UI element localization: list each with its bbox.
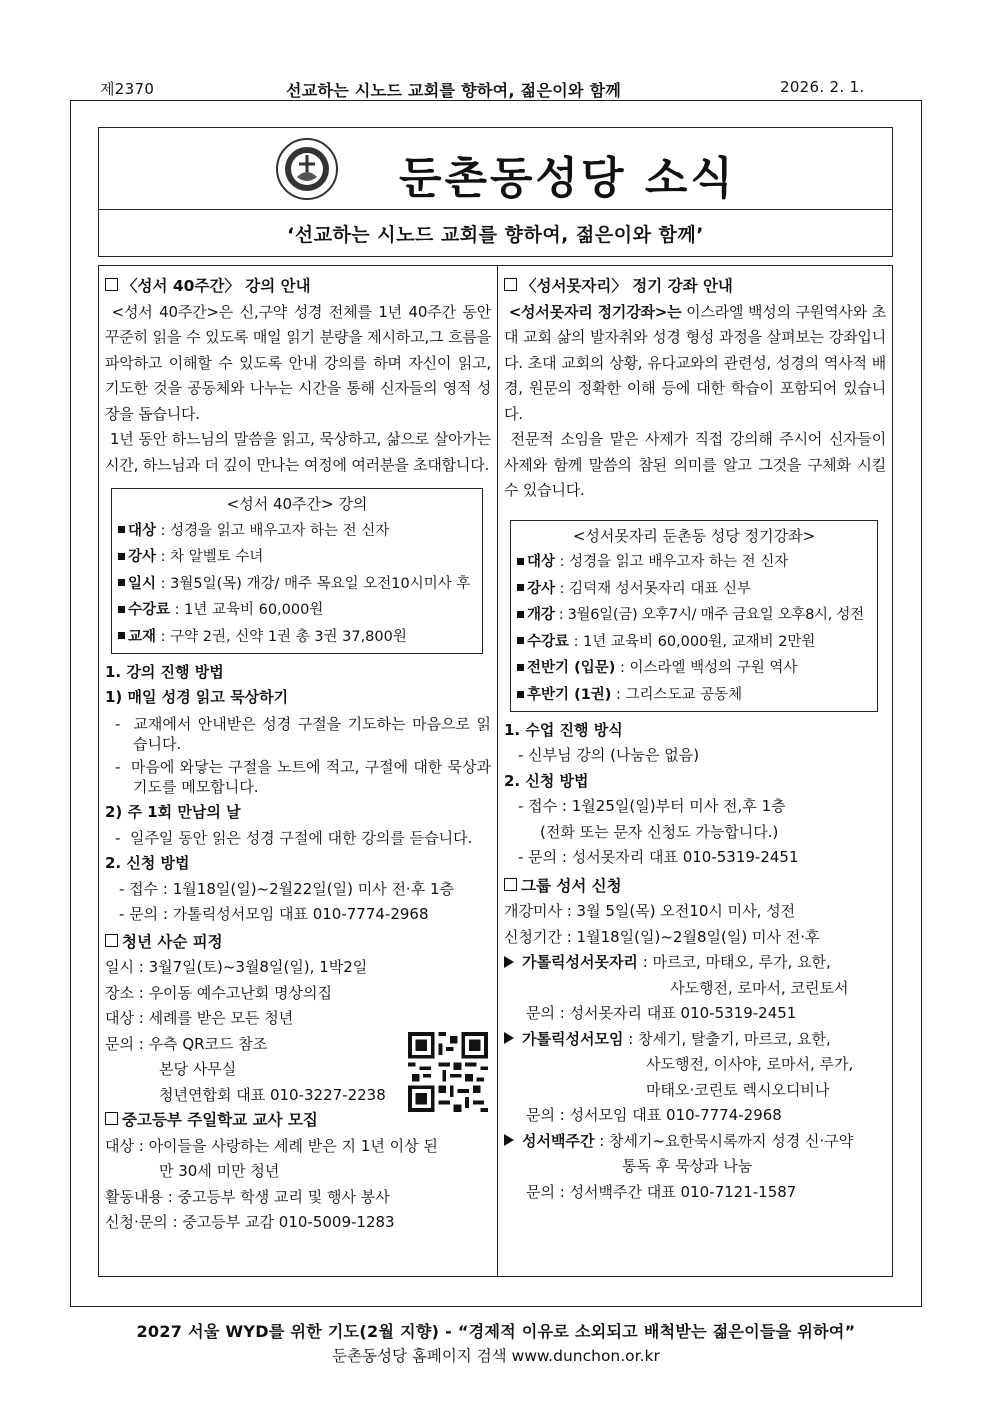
page-title: 둔촌동성당 소식 xyxy=(399,153,736,204)
bible40-method-heading: 1. 강의 진행 방법 xyxy=(105,662,224,681)
youth-line: 문의 : 우측 QR코드 참조 xyxy=(105,1034,268,1053)
group-line: 개강미사 : 3월 5일(목) 오전10시 미사, 성전 xyxy=(504,902,796,921)
info-row: 후반기 (1권) : 그리스도교 공동체 xyxy=(517,682,871,709)
motjari-apply-a: - 접수 : 1월25일(일)부터 미사 전,후 1층 xyxy=(518,797,786,816)
bible40-step1-a: - 교재에서 안내받은 성경 구절을 기도하는 마음으로 읽습니다. xyxy=(115,714,492,753)
group-item: 가톨릭성서모임 : 창세기, 탈출기, 마르코, 요한, xyxy=(504,1027,886,1053)
section-title-bible40: 〈성서 40주간〉 강의 안내 xyxy=(105,274,491,300)
group-item-cont: 통독 후 묵상과 나눔 xyxy=(622,1157,753,1176)
wyd-prayer-line: 2027 서울 WYD를 위한 기도(2월 지향) - “경제적 이유로 소외되고 배척받는 젊은이들을 위하여” xyxy=(136,1322,856,1341)
info-box-title: <성서 40주간> 강의 xyxy=(226,495,368,513)
info-row: 대상 : 성경을 읽고 배우고자 하는 전 신자 xyxy=(118,518,476,545)
issue-date: 2026. 2. 1. xyxy=(780,78,865,96)
section-title-youth: 청년 사순 피정 xyxy=(105,930,491,956)
bible40-intro: <성서 40주간>은 신,구약 성경 전체를 1년 40주간 동안 꾸준히 읽을 수 있도록 매일 읽기 분량을 제시하고,그 흐름을 파악하고 이해할 수 있도록 안내 강의를 하며 자신이 읽고, 기도한 것을 공동체와 나누는 시간을 통해 신자들의 영적 성장을 돕습니다. xyxy=(105,302,491,423)
youth-line: 일시 : 3월7일(토)~3월8일(일), 1박2일 xyxy=(105,958,368,977)
section-title-teacher: 중고등부 주일학교 교사 모집 xyxy=(105,1108,491,1134)
info-row: 일시 : 3월5일(목) 개강/ 매주 목요일 오전10시미사 후 xyxy=(118,571,476,598)
motjari-method-a: - 신부님 강의 (나눔은 없음) xyxy=(518,746,700,765)
bible40-step2-a: - 일주일 동안 읽은 성경 구절에 대한 강의를 듣습니다. xyxy=(115,829,473,848)
group-contact: 문의 : 성서못자리 대표 010-5319-2451 xyxy=(526,1004,797,1023)
bible40-apply-a: - 접수 : 1월18일(일)~2월22일(일) 미사 전·후 1층 xyxy=(119,879,454,898)
teacher-line: 신청·문의 : 중고등부 교감 010-5009-1283 xyxy=(105,1213,395,1232)
youth-line: 장소 : 우이동 예수고난회 명상의집 xyxy=(105,983,332,1002)
bible40-step2-heading: 2) 주 1회 만남의 날 xyxy=(105,802,241,821)
info-row: 개강 : 3월6일(금) 오후7시/ 매주 금요일 오후8시, 성전 xyxy=(517,602,871,629)
group-contact: 문의 : 성서모임 대표 010-7774-2968 xyxy=(526,1106,782,1125)
checkbox-icon xyxy=(105,278,118,291)
triangle-bullet-icon xyxy=(504,1032,514,1044)
info-row: 강사 : 차 알벨토 수녀 xyxy=(118,544,476,571)
page-subtitle: ‘선교하는 시노드 교회를 향하여, 젊은이와 함께’ xyxy=(287,224,704,246)
info-row: 강사 : 김덕재 성서못자리 대표 신부 xyxy=(517,576,871,603)
bible40-info-box xyxy=(111,488,483,654)
youth-line: 청년연합회 대표 010-3227-2238 xyxy=(159,1085,386,1104)
triangle-bullet-icon xyxy=(504,1134,514,1146)
parish-seal-icon xyxy=(275,137,339,201)
motjari-apply-heading: 2. 신청 방법 xyxy=(504,771,589,790)
issue-number: 제2370 xyxy=(100,80,155,98)
motjari-method-heading: 1. 수업 진행 방식 xyxy=(504,720,623,739)
title-box xyxy=(98,127,893,257)
motjari-desc: 전문적 소임을 맡은 사제가 직접 강의해 주시어 신자들이 사제와 함께 말씀의 참된 의미를 알고 그것을 구체화 시킬 수 있습니다. xyxy=(504,430,886,499)
bible40-step1-heading: 1) 매일 성경 읽고 묵상하기 xyxy=(105,688,289,707)
teacher-line: 활동내용 : 중고등부 학생 교리 및 행사 봉사 xyxy=(105,1187,390,1206)
motjari-apply-b: (전화 또는 문자 신청도 가능합니다.) xyxy=(540,822,779,841)
group-contact: 문의 : 성서백주간 대표 010-7121-1587 xyxy=(526,1182,797,1201)
group-item-cont: 마태오·코린토 렉시오디비나 xyxy=(646,1080,830,1099)
bible40-apply-b: - 문의 : 가톨릭성서모임 대표 010-7774-2968 xyxy=(119,905,429,924)
triangle-bullet-icon xyxy=(504,956,514,968)
info-row: 수강료 : 1년 교육비 60,000원, 교재비 2만원 xyxy=(517,629,871,656)
bible40-apply-heading: 2. 신청 방법 xyxy=(105,854,190,873)
teacher-line: 대상 : 아이들을 사랑하는 세례 받은 지 1년 이상 된 xyxy=(105,1136,438,1155)
left-column xyxy=(98,265,498,1277)
qr-code-icon[interactable] xyxy=(408,1032,488,1112)
section-title-motjari: 〈성서못자리〉 정기 강좌 안내 xyxy=(504,274,886,300)
group-line: 신청기간 : 1월18일(일)~2월8일(일) 미사 전·후 xyxy=(504,927,820,946)
motjari-apply-c: - 문의 : 성서못자리 대표 010-5319-2451 xyxy=(518,848,799,867)
header-motto: 선교하는 시노드 교회를 향하여, 젊은이와 함께 xyxy=(286,81,622,100)
youth-line: 본당 사무실 xyxy=(159,1060,237,1079)
group-item: 성서백주간 : 창세기~요한묵시록까지 성경 신·구약 xyxy=(504,1129,886,1155)
right-column xyxy=(497,265,893,1277)
checkbox-icon xyxy=(504,878,517,891)
info-row: 교재 : 구약 2권, 신약 1권 총 3권 37,800원 xyxy=(118,624,476,651)
group-item-cont: 사도행전, 이사야, 로마서, 루가, xyxy=(646,1055,854,1074)
info-row: 대상 : 성경을 읽고 배우고자 하는 전 신자 xyxy=(517,549,871,576)
bible40-step1-b: - 마음에 와닿는 구절을 노트에 적고, 구절에 대한 묵상과 기도를 메모합니다. xyxy=(115,757,491,796)
bible40-invite: 1년 동안 하느님의 말씀을 읽고, 묵상하고, 삶으로 살아가는 시간, 하느님과 더 깊이 만나는 여정에 여러분을 초대합니다. xyxy=(105,430,491,474)
checkbox-icon xyxy=(105,934,118,947)
homepage-line[interactable]: 둔촌동성당 홈페이지 검색 www.dunchon.or.kr xyxy=(332,1347,660,1365)
group-item: 가톨릭성서못자리 : 마르코, 마태오, 루가, 요한, xyxy=(504,950,886,976)
teacher-line: 만 30세 미만 청년 xyxy=(159,1162,280,1181)
section-title-group: 그룹 성서 신청 xyxy=(504,874,886,900)
info-box-title: <성서못자리 둔촌동 성당 정기강좌> xyxy=(572,526,816,545)
checkbox-icon xyxy=(504,278,517,291)
motjari-info-box xyxy=(510,520,878,712)
info-row: 전반기 (입문) : 이스라엘 백성의 구원 역사 xyxy=(517,655,871,682)
checkbox-icon xyxy=(105,1112,118,1125)
group-item-cont: 사도행전, 로마서, 코린토서 xyxy=(670,978,849,997)
youth-line: 대상 : 세례를 받은 모든 청년 xyxy=(105,1009,294,1028)
motjari-intro: <성서못자리 정기강좌>는 이스라엘 백성의 구원역사와 초대 교회 삶의 발자취와 성경 형성 과정을 살펴보는 강좌입니다. 초대 교회의 상황, 유다교와의 관련성, 성경의 역사적 배경, 원문의 정확한 이해 등에 대한 학습이 포함되어 있습니다. xyxy=(504,302,886,423)
info-row: 수강료 : 1년 교육비 60,000원 xyxy=(118,597,476,624)
